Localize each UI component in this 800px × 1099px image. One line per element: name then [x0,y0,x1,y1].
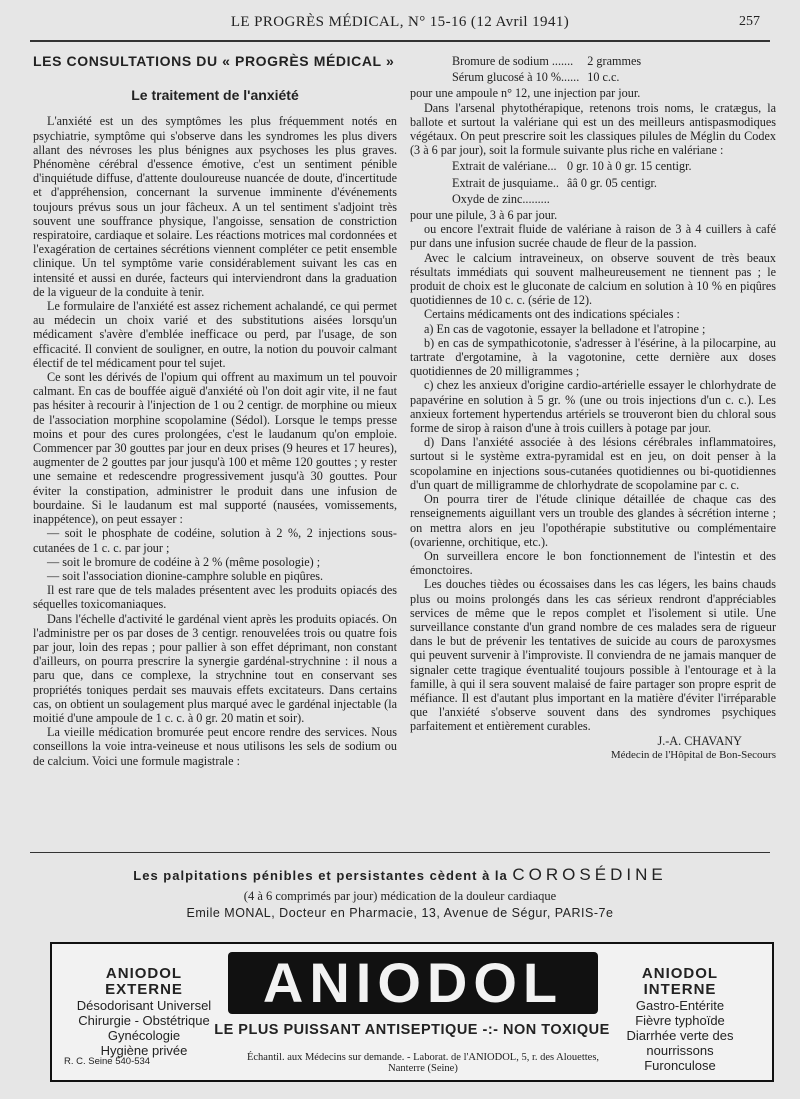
panel-item: Gynécologie [107,1028,181,1043]
panel-item: Désodorisant Universel [76,998,212,1013]
aniodol-interne-panel [600,966,760,1073]
ad-headline: Les palpitations pénibles et persistantes cèdent à la [133,868,508,883]
right-column [410,52,776,762]
left-column [33,52,397,768]
indication-item: a) En cas de vagotonie, essayer la belladone et l'atropine ; [424,321,706,336]
paragraph: pour une pilule, 3 à 6 par jour. [410,208,558,223]
panel-item: Diarrhée verte des nourrissons [626,1028,734,1058]
paragraph: pour une ampoule n° 12, une injection par jour. [410,86,641,101]
indication-item: c) chez les anxieux d'origine cardio-artérielle essayer le chlorhydrate de papavérine en solution à 5 gr. % (une ou trois injections d'un c. c.). Les anxieux fortement hypertendus artériels se trouveront bien du chloral sous forme de sirop à raison d'une à trois cuillers à potage par jour. [410,378,776,436]
paragraph: Ce sont les dérivés de l'opium qui offrent au maximum un tel pouvoir calmant. En cas de bouffée aiguë d'anxiété où l'on doit agir vite, il ne faut pas hésiter à recourir à l'injection de 1 ou 2 centigr. de morphine ou mieux de l'association morphine scopolamine (Sédol). Lorsque le temps presse moins et pour des cures prolongées, c'est le laudanum qu'on emploie. Commencer par 30 gouttes par jour en deux prises (9 heures et 17 heures), augmenter de 2 gouttes par jour jusqu'à 100 et même 120 gouttes ; y rester une semaine et redescendre progressivement jusqu'à 30 gouttes. Pour éviter la constipation, administrer le produit dans une infusion de bourdaine. Si le laudanum est mal supporté (nausées, vomissements, inappétence), on peut essayer : [33,370,397,527]
journal-title: LE PROGRÈS MÉDICAL, N° 15-16 (12 Avril 1941) [230,14,570,30]
formula-item: Oxyde de zinc......... [452,191,550,206]
indication-item: b) en cas de sympathicotonie, s'adresser à l'ésérine, à la pilocarpine, au tartrate d'ergotamine, à la vagotonine, cette dernière aux doses quotidiennes de 20 milligrammes ; [410,335,776,379]
article-title: Le traitement de l'anxiété [131,87,299,104]
formula-item: Extrait de valériane... [452,159,557,174]
ad-address-line: Emile MONAL, Docteur en Pharmacie, 13, Avenue de Ségur, PARIS-7e [186,906,614,920]
indication-item: d) Dans l'anxiété associée à des lésions cérébrales inflammatoires, surtout si le système extra-pyramidal est en jeu, on doit penser à la scopolamine en injections sous-cutanées quotidiennes ou bi-quotidiennes d'un quart de milligramme de chlorhydrate de scopolamine par c. c. [410,435,776,492]
section-title: LES CONSULTATIONS DU « PROGRÈS MÉDICAL » [33,53,395,69]
paragraph: On pourra tirer de l'étude clinique détaillée de chaque cas des renseignements aiguillant vers un trouble des glandes à sécrétion interne ; on mettra alors en jeu l'opothérapie substitutive ou complémentaire (ovarienne, orchitique, etc.). [410,492,776,549]
author-signature: J.-A. CHAVANY [657,733,742,748]
list-item: — soit le bromure de codéine à 2 % (même posologie) ; [47,554,321,569]
formula-dose: ââ 0 gr. 05 centigr. [566,175,657,190]
formula-bromure [450,52,649,86]
formula-dose [567,192,698,206]
paragraph: Avec le calcium intraveineux, on observe souvent de très beaux résultats immédiats qui souvent malheureusement ne tiennent pas ; le produit de choix est le gluconate de calcium en solution à 10 % en piqûres quotidiennes de 10 c. c. (série de 12). [410,250,776,308]
paragraph: Les douches tièdes ou écossaises dans les cas légers, les bains chauds plus ou moins prolongés dans les cas sérieux rendront d'appréciables services de même que le repos complet et l'isolement si utile. Une surveillance constante d'un grand nombre de ces malades sera de rigueur dans le but de prévenir les tentatives de suicide au cours de paroxysmes qui peuvent survenir à l'improviste. Il conviendra de ne jamais manquer de signaler cette tragique éventualité toujours possible à l'entourage et à la famille, à qui il sera souvent malaisé de faire partager son propre esprit de méfiance. Il est d'autant plus important en la matière d'éviter l'irréparable que l'anxiété s'observe souvent dans des syndromes psychiques parfaitement et entièrement curables. [410,577,776,734]
panel-heading: ANIODOL [105,965,183,982]
running-header [0,14,800,36]
list-item: — soit l'association dionine-camphre soluble en piqûres. [47,568,324,583]
formula-item: Extrait de jusquiame.. [452,175,559,190]
header-rule [30,40,770,42]
formula-item: Sérum glucosé à 10 %...... [452,70,580,85]
paragraph: Le formulaire de l'anxiété est assez richement achalandé, ce qui permet au médecin un choix varié et des substitutions aisées lorsqu'un médicament s'avère d'emblée inefficace ou perd, par l'usage, de son efficacité. Il convient de souligner, en outre, la notion du pouvoir calmant électif de tel médicament pour tel sujet. [33,299,397,370]
ad-aniodol [50,942,774,1082]
ad-corosedine [30,852,770,920]
formula-valeriane [450,157,700,208]
author-affiliation: Médecin de l'Hôpital de Bon-Secours [610,748,776,761]
paragraph: ou encore l'extrait fluide de valériane à raison de 3 à 4 cuillers à café pur dans une infusion sucrée chaude de fleur de la passion. [410,222,776,251]
aniodol-footer: Échantil. aux Médecins sur demande. - Laborat. de l'ANIODOL, 5, r. des Alouettes, Nanterre (Seine) [246,1052,600,1074]
panel-item: Chirurgie - Obstétrique [78,1013,210,1028]
paragraph: Dans l'arsenal phytothérapique, retenons trois noms, le cratægus, la ballote et surtout la valériane qui est un des meilleurs antispasmodiques végétaux. On peut prescrire soit les classiques pilules de Méglin du Codex (3 à 6 par jour), soit la formule suivante plus riche en valériane : [410,100,776,158]
formula-dose: 2 grammes [587,54,642,68]
paragraph: Certains médicaments ont des indications spéciales : [424,307,680,322]
page-number: 257 [739,14,760,29]
formula-dose: 10 c.c. [587,70,620,85]
list-item: — soit le phosphate de codéine, solution à 2 %, 2 injections sous-cutanées de 1 c. c. par jour ; [33,526,397,555]
panel-item: Furonculose [644,1058,716,1073]
aniodol-externe-panel [64,966,224,1058]
product-name: COROSÉDINE [512,865,667,884]
panel-item: Hygiène privée [100,1043,188,1058]
paragraph: Dans l'échelle d'activité le gardénal vient après les produits opiacés. On l'administre per os par doses de 3 centigr. renouvelées trois ou quatre fois par jour, loin des repas ; pour pallier à son effet déprimant, non constant d'ailleurs, on pourra prescrire la synergie gardénal-strychnine : il nous a paru que, dans ce complexe, la strychnine tout en conservant ses propriétés toniques perdait ses mauvais effets excitateurs. Dans certains cas, on obtient un soulagement plus marqué avec le gardénal injectable (la moitié d'une ampoule de 1 c. c. à 0 gr. 20 matin et soir). [33,611,397,725]
paragraph: Il est rare que de tels malades présentent avec les produits opiacés des séquelles toxicomaniaques. [33,583,397,612]
registration-number: R. C. Seine 540-534 [64,1056,151,1067]
panel-item: Fièvre typhoïde [635,1013,725,1028]
paragraph: La vieille médication bromurée peut encore rendre des services. Nous conseillons la voie intra-veineuse et nous utilisons les sels de sodium ou de calcium. Voici une formule magistrale : [33,725,397,768]
panel-heading: ANIODOL [641,965,719,982]
paragraph: L'anxiété est un des symptômes les plus fréquemment notés en psychiatrie, symptôme qui s'observe dans les syndromes les plus divers allant des névroses les plus bénignes aux psychoses les plus graves. Phénomène cérébral d'essence émotive, c'est un sentiment pénible d'inquiétude diffuse, d'attente douloureuse nuancée de doute, d'incertitude et d'appréhension, concernant la survenue imminente d'événements toujours prévus sous un jour fâcheux. A un tel sentiment s'adjoint très souvent une souffrance physique, l'angoisse, sensation de constriction respiratoire, cardiaque et solaire. Les réactions motrices mal cordonnées et l'exagération de certaines sécrétions viennent compléter ce petit ensemble clinique. Un tel symptôme varie considérablement suivant les cas en intensité et aussi en durée, facteurs qui interviendront dans la graduation de la vigueur de la conduite à tenir. [33,114,397,299]
paragraph: On surveillera encore le bon fonctionnement de l'intestin et des émonctoires. [410,548,776,578]
aniodol-logo: ANIODOL [228,952,598,1014]
panel-item: Gastro-Entérite [635,998,725,1013]
panel-heading: INTERNE [643,981,717,998]
formula-item: Bromure de sodium ....... [452,54,574,68]
formula-dose: 0 gr. 10 à 0 gr. 15 centigr. [566,159,692,174]
ad-dosage-line: (4 à 6 comprimés par jour) médication de la douleur cardiaque [243,889,557,903]
aniodol-slogan: LE PLUS PUISSANT ANTISEPTIQUE -:- NON TOXIQUE [214,1022,610,1038]
panel-heading: EXTERNE [105,981,183,998]
